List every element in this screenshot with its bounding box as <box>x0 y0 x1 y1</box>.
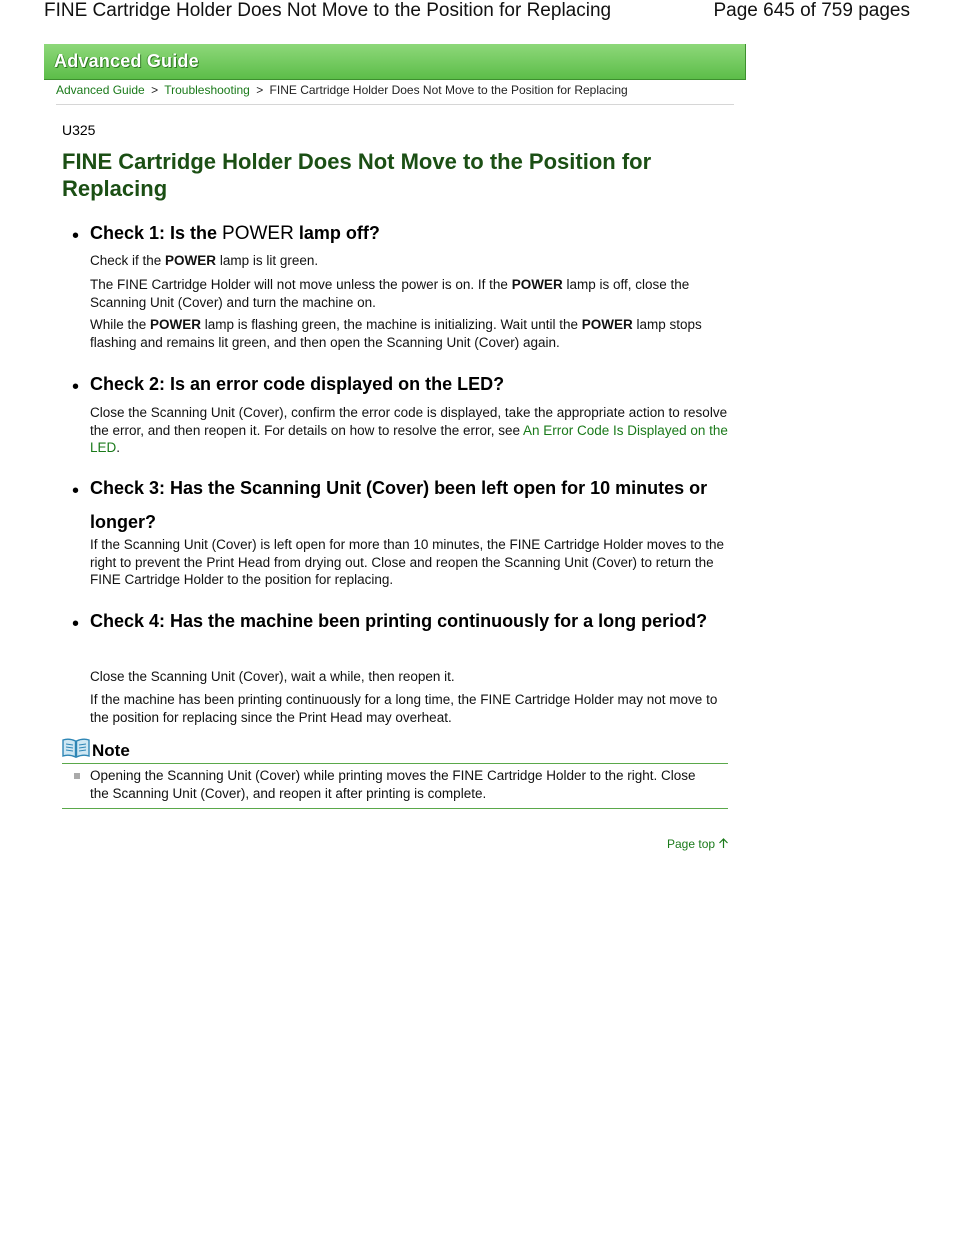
check-1-para-3 <box>90 316 730 351</box>
power-label: POWER <box>165 253 217 268</box>
page-header <box>0 0 954 30</box>
text: Check if the <box>90 253 166 268</box>
page-top-label: Page top <box>667 837 716 851</box>
check-2-para-1 <box>90 404 730 457</box>
text: The FINE Cartridge Holder will not move unless the power is on. If the <box>90 277 512 292</box>
bullet-icon: • <box>72 376 80 398</box>
page-top-link[interactable] <box>667 837 729 851</box>
breadcrumb-separator: > <box>151 83 159 97</box>
power-label: POWER <box>150 317 202 332</box>
check-1-heading-text: lamp off? <box>293 223 380 243</box>
text: . <box>116 440 121 455</box>
power-label: POWER <box>222 223 294 244</box>
text: lamp is off, close the Scanning Unit (Cover) and turn the machine on. <box>90 277 690 310</box>
check-1-heading-text: Check 1: Is the <box>90 223 223 243</box>
topic-code: U325 <box>62 122 96 138</box>
check-1-para-1 <box>90 252 730 270</box>
check-4-heading: Check 4: Has the machine been printing continuously for a long period? <box>90 611 708 631</box>
power-label: POWER <box>511 277 563 292</box>
breadcrumb-separator: > <box>256 83 264 97</box>
advanced-guide-banner <box>44 44 746 80</box>
breadcrumb-troubleshooting-link[interactable]: Troubleshooting <box>164 83 250 97</box>
banner-label: Advanced Guide <box>54 51 199 71</box>
text: lamp is lit green. <box>216 253 319 268</box>
note-body <box>62 767 728 809</box>
bullet-icon: • <box>72 480 80 502</box>
book-icon <box>62 738 90 758</box>
breadcrumb <box>56 83 628 97</box>
check-3-para-1: If the Scanning Unit (Cover) is left open for more than 10 minutes, the FINE Cartridge Holder moves to the right to prevent the Print Head from drying out. Close and reopen the Scanning Unit (Cover) to return the FINE Cartridge Holder to the position for replacing. <box>90 537 725 587</box>
text: Close the Scanning Unit (Cover), confirm the error code is displayed, take the appropriate action to resolve the error, and then reopen it. For details on how to resolve the error, see <box>90 405 728 438</box>
power-label: POWER <box>581 317 633 332</box>
check-3-heading: Check 3: Has the Scanning Unit (Cover) been left open for 10 minutes or longer? <box>90 478 708 532</box>
text: While the <box>90 317 151 332</box>
text: lamp stops flashing and remains lit green, and then open the Scanning Unit (Cover) again. <box>90 317 702 350</box>
bullet-icon: • <box>72 225 80 247</box>
breadcrumb-advanced-guide-link[interactable]: Advanced Guide <box>56 83 145 97</box>
check-1-heading <box>90 216 730 251</box>
check-1-para-2 <box>90 276 730 311</box>
square-bullet-icon <box>74 773 80 779</box>
page-title: FINE Cartridge Holder Does Not Move to the Position for Replacing <box>62 149 652 201</box>
breadcrumb-current: FINE Cartridge Holder Does Not Move to the Position for Replacing <box>269 83 628 97</box>
note-label: Note <box>92 741 130 760</box>
note-header <box>62 738 728 764</box>
bullet-icon: • <box>72 613 80 635</box>
divider <box>56 104 734 105</box>
check-4-para-1: Close the Scanning Unit (Cover), wait a while, then reopen it. <box>90 669 455 684</box>
document-title: FINE Cartridge Holder Does Not Move to the Position for Replacing <box>44 0 612 21</box>
check-2-heading: Check 2: Is an error code displayed on the LED? <box>90 374 505 394</box>
error-code-led-link[interactable]: An Error Code Is Displayed on the LED <box>90 422 728 455</box>
check-4-para-2: If the machine has been printing continuously for a long time, the FINE Cartridge Holder may not move to the position for replacing since the Print Head may overheat. <box>90 692 718 725</box>
note-text: Opening the Scanning Unit (Cover) while printing moves the FINE Cartridge Holder to the right. Close the Scanning Unit (Cover), and reopen it after printing is complete. <box>90 768 696 801</box>
arrow-up-icon <box>718 838 729 849</box>
page-count: Page 645 of 759 pages <box>713 0 910 21</box>
text: lamp is flashing green, the machine is initializing. Wait until the <box>201 317 582 332</box>
